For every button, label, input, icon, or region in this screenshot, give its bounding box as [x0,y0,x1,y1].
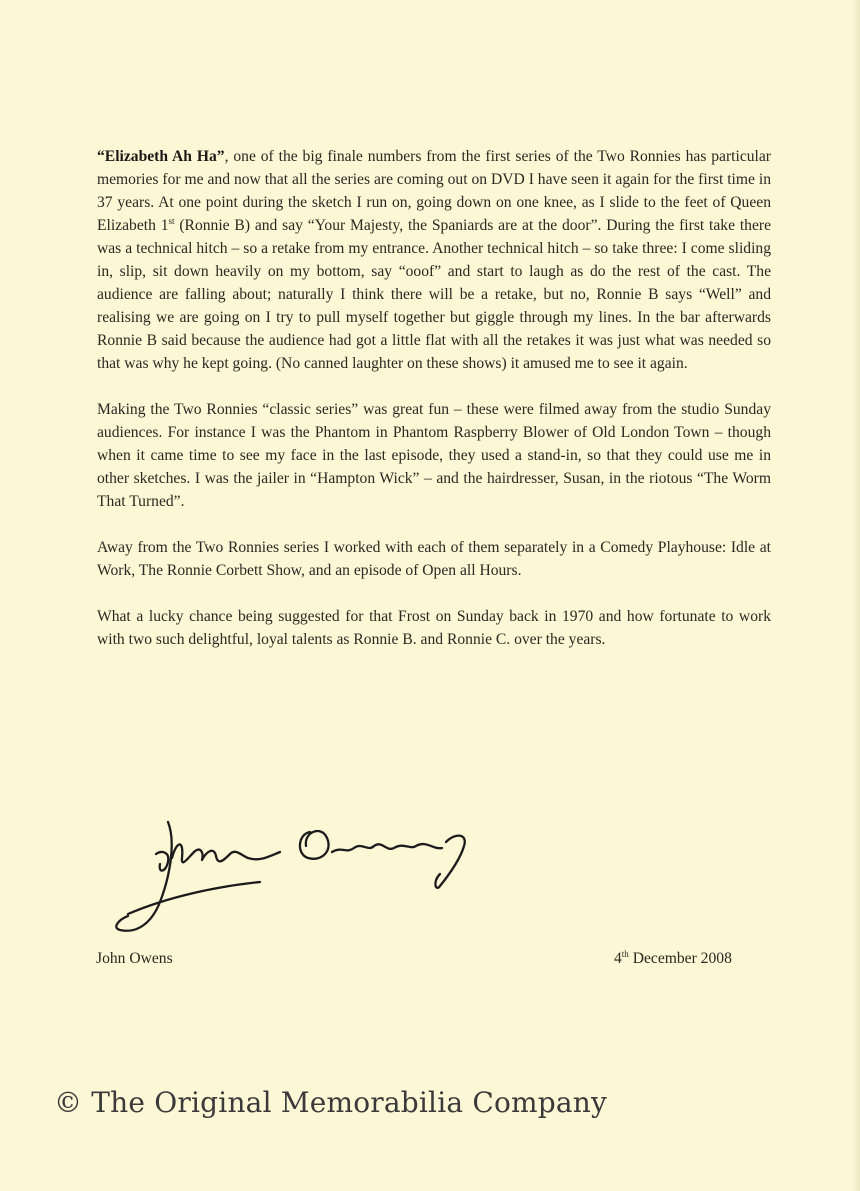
paragraph-2: Making the Two Ronnies “classic series” was great fun – these were filmed away from the studio Sunday audiences. For instance I was the Phantom in Phantom Raspberry Blower of Old London Town – though when it came time to see my face in the last episode, they used a stand-in, so that they could use me in other sketches. I was the jailer in “Hampton Wick” – and the hairdresser, Susan, in the riotous “The Worm That Turned”. [97,401,771,510]
date-day: 4 [614,950,622,967]
page-edge-shadow [852,0,860,1191]
song-title: “Elizabeth Ah Ha” [97,148,225,165]
paragraph-1 [97,145,771,375]
paragraph-3: Away from the Two Ronnies series I worked with each of them separately in a Comedy Playhouse: Idle at Work, The Ronnie Corbett Show, and an episode of Open all Hours. [97,539,771,579]
ordinal-suffix: st [168,215,175,226]
copyright-watermark: © The Original Memorabilia Company [54,1086,608,1119]
handwritten-signature [110,812,490,942]
signer-name: John Owens [96,950,173,967]
paragraph-4: What a lucky chance being suggested for that Frost on Sunday back in 1970 and how fortunate to work with two such delightful, loyal talents as Ronnie B. and Ronnie C. over the years. [97,608,771,648]
paragraph-1-text-a: , one of the big finale numbers from the first series of the Two Ronnies has particular memories for me and now that all the series are coming out on DVD I have seen it again for the first time in 37 years. At one point during the sketch I run on, going down on one knee, as I slide to the feet of Queen Elizabeth 1 [97,148,771,234]
letter-date [614,950,732,968]
letter-body [97,145,771,674]
date-rest: December 2008 [628,950,732,967]
paragraph-1-text-b: (Ronnie B) and say “Your Majesty, the Spaniards are at the door”. During the first take there was a technical hitch – so a retake from my entrance. Another technical hitch – so take three: I come sliding in, slip, sit down heavily on my bottom, say “ooof” and start to laugh as do the rest of the cast. The audience are falling about; naturally I think there will be a retake, but no, Ronnie B says “Well” and realising we are going on I try to pull myself together but giggle through my lines. In the bar afterwards Ronnie B said because the audience had got a little flat with all the retakes it was just what was needed so that was why he kept going. (No canned laughter on these shows) it amused me to see it again. [97,217,772,372]
date-ordinal: th [621,948,629,959]
